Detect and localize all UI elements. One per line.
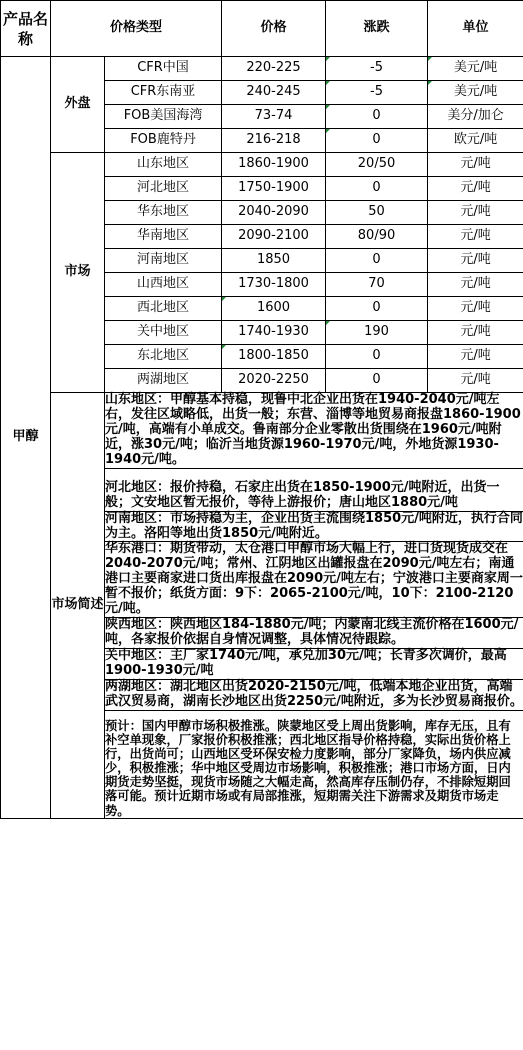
price-type-cell: 河北地区 — [105, 177, 222, 201]
price-type-cell: FOB鹿特丹 — [105, 129, 222, 153]
price-type-cell: 河南地区 — [105, 249, 222, 273]
price-type-cell: FOB美国海湾 — [105, 105, 222, 129]
change-cell: 0 — [326, 249, 428, 273]
commentary-shaanxi: 陕西地区：陕西地区184-1880元/吨；内蒙南北线主流价格在1600元/吨，各家报价依据自身情况调整，具体情况待跟踪。 — [105, 618, 523, 649]
unit-cell: 元/吨 — [428, 153, 523, 177]
unit-cell: 美分/加仑 — [428, 105, 523, 129]
unit-cell: 元/吨 — [428, 297, 523, 321]
unit-cell: 元/吨 — [428, 273, 523, 297]
commentary-shandong: 山东地区：甲醇基本持稳，现鲁中北企业出货在1940-2040元/吨左右，发往区域略低，出货一般；东营、淄博等地贸易商报盘1860-1900元/吨，高端有小单成交。鲁南部分企业零散出货围绕在1960元/吨附近，涨30元/吨；临沂当地货源1960-1970元/吨，外地货源1930-1940元/吨。 — [105, 393, 523, 469]
commentary-east-china-port: 华东港口：期货带动，太仓港口甲醇市场大幅上行，进口货现货成交在2040-2070元/吨；常州、江阴地区出罐报盘在2090元/吨左右；南通港口主要商家进口货出库报盘在2090元/吨左右；宁波港口主要商家周一暂不报价；纸货方面：9下：2065-2100元/吨，10下：2100-2120元/吨。 — [105, 541, 523, 617]
unit-cell: 元/吨 — [428, 249, 523, 273]
price-cell: 2020-2250 — [222, 369, 326, 393]
price-cell: 1740-1930 — [222, 321, 326, 345]
unit-cell: 元/吨 — [428, 321, 523, 345]
price-type-cell: 山西地区 — [105, 273, 222, 297]
price-cell: 220-225 — [222, 57, 326, 81]
price-cell: 2040-2090 — [222, 201, 326, 225]
header-product: 产品名称 — [1, 1, 51, 57]
price-type-cell: 华东地区 — [105, 201, 222, 225]
unit-cell: 欧元/吨 — [428, 129, 523, 153]
price-cell: 216-218 — [222, 129, 326, 153]
price-cell: 1600 — [222, 297, 326, 321]
price-cell: 1800-1850 — [222, 345, 326, 369]
price-cell: 73-74 — [222, 105, 326, 129]
category-commentary: 市场简述 — [51, 393, 105, 819]
change-cell: -5 — [326, 57, 428, 81]
change-cell: 190 — [326, 321, 428, 345]
change-cell: 0 — [326, 369, 428, 393]
unit-cell: 元/吨 — [428, 201, 523, 225]
header-price: 价格 — [222, 1, 326, 57]
price-type-cell: 华南地区 — [105, 225, 222, 249]
price-type-cell: 关中地区 — [105, 321, 222, 345]
unit-cell: 美元/吨 — [428, 57, 523, 81]
unit-cell: 元/吨 — [428, 369, 523, 393]
header-row — [1, 1, 523, 57]
price-cell: 1750-1900 — [222, 177, 326, 201]
price-type-cell: CFR中国 — [105, 57, 222, 81]
price-type-cell: 西北地区 — [105, 297, 222, 321]
change-cell: -5 — [326, 81, 428, 105]
product-name: 甲醇 — [1, 57, 51, 819]
category-foreign: 外盘 — [51, 57, 105, 153]
unit-cell: 元/吨 — [428, 225, 523, 249]
header-unit: 单位 — [428, 1, 523, 57]
price-cell: 240-245 — [222, 81, 326, 105]
change-cell: 50 — [326, 201, 428, 225]
change-cell: 80/90 — [326, 225, 428, 249]
header-change: 涨跌 — [326, 1, 428, 57]
commentary-forecast: 预计：国内甲醇市场积极推涨。陕蒙地区受上周出货影响，库存无压，且有补空单现象，厂家报价积极推涨；西北地区指导价格持稳，实际出货价格上行，出货尚可；山西地区受环保安检力度影响，部分厂家降负，场内供应减少，积极推涨；华中地区受周边市场影响，积极推涨；港口市场方面，日内期货走势坚挺，现货市场随之大幅走高，然高库存压制仍存，不排除短期回落可能。预计近期市场或有局部推涨，短期需关注下游需求及期货市场走势。 — [105, 710, 523, 818]
change-cell: 0 — [326, 105, 428, 129]
commentary-row — [1, 393, 523, 469]
change-cell: 0 — [326, 177, 428, 201]
price-type-cell: 山东地区 — [105, 153, 222, 177]
table-row — [1, 153, 523, 177]
price-cell: 2090-2100 — [222, 225, 326, 249]
category-market: 市场 — [51, 153, 105, 393]
change-cell: 70 — [326, 273, 428, 297]
unit-cell: 美元/吨 — [428, 81, 523, 105]
change-cell: 20/50 — [326, 153, 428, 177]
price-type-cell: CFR东南亚 — [105, 81, 222, 105]
unit-cell: 元/吨 — [428, 345, 523, 369]
change-cell: 0 — [326, 129, 428, 153]
header-price-type: 价格类型 — [51, 1, 222, 57]
commentary-henan: 河南地区：市场持稳为主，企业出货主流围绕1850元/吨附近，执行合同为主。洛阳等地出货1850元/吨附近。 — [105, 510, 523, 541]
price-cell: 1860-1900 — [222, 153, 326, 177]
price-cell: 1850 — [222, 249, 326, 273]
table-row — [1, 57, 523, 81]
price-type-cell: 两湖地区 — [105, 369, 222, 393]
commentary-lianghu: 两湖地区：湖北地区出货2020-2150元/吨，低端本地企业出货，高端武汉贸易商，湖南长沙地区出货2250元/吨附近，多为长沙贸易商报价。 — [105, 678, 523, 709]
price-type-cell: 东北地区 — [105, 345, 222, 369]
unit-cell: 元/吨 — [428, 177, 523, 201]
commentary-hebei: 河北地区：报价持稳，石家庄出货在1850-1900元/吨附近，出货一般；文安地区暂无报价，等待上游报价；唐山地区1880元/吨 — [105, 468, 523, 511]
change-cell: 0 — [326, 297, 428, 321]
change-cell: 0 — [326, 345, 428, 369]
commentary-guanzhong: 关中地区：主厂家1740元/吨，承兑加30元/吨；长青多次调价，最高1900-1930元/吨 — [105, 649, 523, 680]
price-cell: 1730-1800 — [222, 273, 326, 297]
